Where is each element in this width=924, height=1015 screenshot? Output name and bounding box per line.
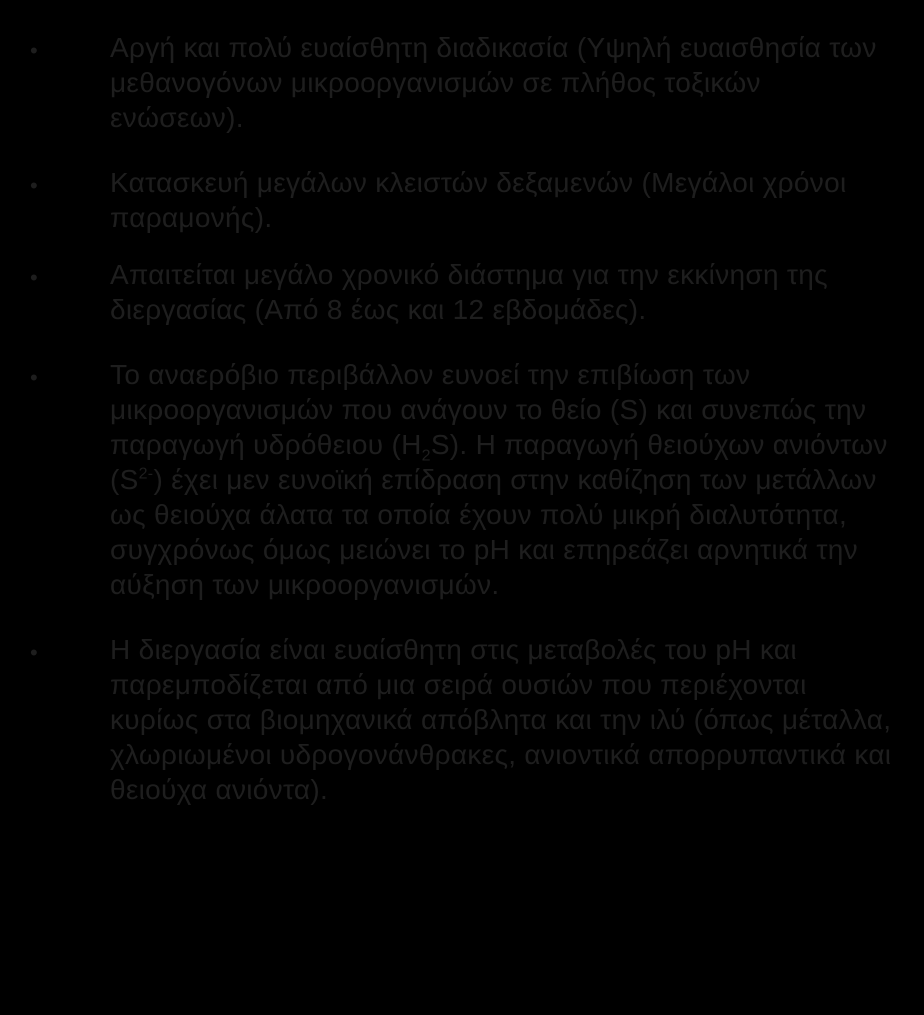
bullet-text-part1: Το αναερόβιο περιβάλλον ευνοεί την επιβίωση των μικροοργανισμών που ανάγουν το θείο (S) και συνεπώς την παραγωγή υδρόθειου (H (110, 359, 867, 460)
bullet-item-large-tanks (0, 165, 924, 235)
bullet-list (0, 30, 924, 807)
bullet-item-anaerobic-environment (0, 357, 924, 602)
bullet-text-part3: ) έχει μεν ευνοϊκή επίδραση στην καθίζηση των μετάλλων ως θειούχα άλατα τα οποία έχουν πολύ μικρή διαλυτότητα, συγχρόνως όμως μειώνει το pH και επηρεάζει αρνητικά την αύξηση των μικροοργανισμών. (110, 464, 877, 600)
subscript-2: 2 (421, 447, 431, 465)
bullet-item-startup-time (0, 257, 924, 327)
bullet-text: Αργή και πολύ ευαίσθητη διαδικασία (Υψηλή ευαισθησία των μεθανογόνων μικροοργανισμών σε πλήθος τοξικών ενώσεων). (110, 32, 877, 133)
bullet-text-part2: S). Η παραγωγή θειούχων ανιόντων (S (110, 429, 888, 495)
bullet-text: Η διεργασία είναι ευαίσθητη στις μεταβολές του pH και παρεμποδίζεται από μια σειρά ουσιών που περιέχονται κυρίως στα βιομηχανικά απόβλητα και την ιλύ (όπως μέταλλα, χλωριωμένοι υδρογονάνθρακες, ανιοντικά απορρυπαντικά και θειούχα ανιόντα). (110, 634, 892, 805)
bullet-icon: • (30, 265, 39, 290)
bullet-text: Απαιτείται μεγάλο χρονικό διάστημα για την εκκίνηση της διεργασίας (Από 8 έως και 12 εβδομάδες). (110, 259, 828, 325)
bullet-icon: • (30, 365, 39, 390)
bullet-text: Κατασκευή μεγάλων κλειστών δεξαμενών (Μεγάλοι χρόνοι παραμονής). (110, 167, 847, 233)
bullet-icon: • (30, 38, 39, 63)
bullet-item-ph-sensitivity (0, 632, 924, 807)
bullet-icon: • (30, 173, 39, 198)
bullet-icon: • (30, 640, 39, 665)
bullet-item-slow-process (0, 30, 924, 135)
superscript-2-minus: 2- (138, 465, 154, 483)
